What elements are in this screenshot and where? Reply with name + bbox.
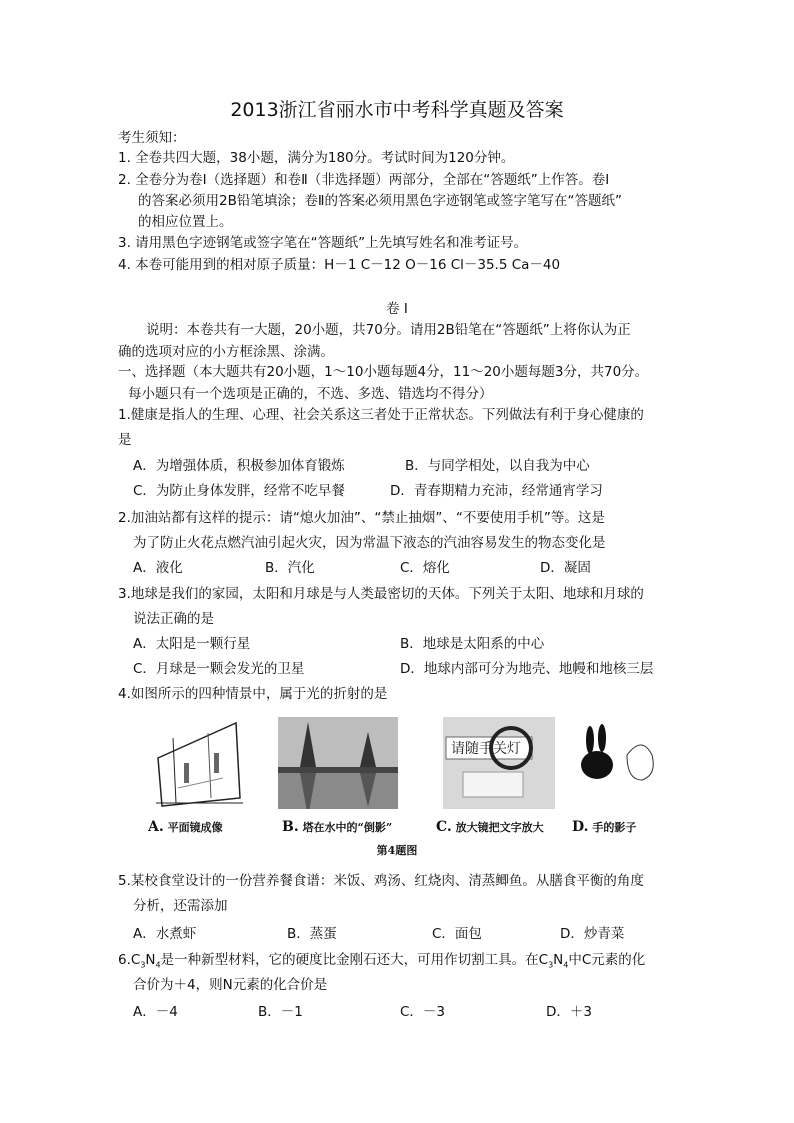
magnifier-image bbox=[443, 717, 555, 809]
section-heading: 卷 Ⅰ bbox=[386, 301, 408, 317]
option: B．与同学相处，以自我为中心 bbox=[405, 458, 590, 474]
question-5: 分析，还需添加 bbox=[133, 898, 228, 914]
question-2: 2.加油站都有这样的提示：请“熄火加油”、“禁止抽烟”、“不要使用手机”等。这是 bbox=[118, 510, 605, 526]
option: B．汽化 bbox=[265, 560, 315, 576]
option: C．熔化 bbox=[400, 560, 450, 576]
option: A．－4 bbox=[133, 1004, 178, 1020]
part-heading: 每小题只有一个选项是正确的，不选、多选、错选均不得分） bbox=[128, 386, 493, 402]
section-desc: 确的选项对应的小方框涂黑、涂满。 bbox=[118, 344, 334, 360]
option: D．青春期精力充沛，经常通宵学习 bbox=[390, 483, 603, 499]
part-heading: 一、选择题（本大题共有20小题，1～10小题每题4分，11～20小题每题3分，共70分。 bbox=[118, 364, 649, 380]
question-1: 1.健康是指人的生理、心理、社会关系这三者处于正常状态。下列做法有利于身心健康的 bbox=[118, 407, 644, 423]
notice-item: 的相应位置上。 bbox=[138, 214, 233, 230]
option: B．－1 bbox=[258, 1004, 303, 1020]
option: C．－3 bbox=[400, 1004, 446, 1020]
figure-caption-a: A. 平面镜成像 bbox=[148, 819, 223, 835]
plane-mirror-image bbox=[148, 718, 248, 810]
notice-item: 的答案必须用2B铅笔填涂；卷Ⅱ的答案必须用黑色字迹钢笔或签字笔写在“答题纸” bbox=[138, 193, 622, 209]
page-title: 2013浙江省丽水市中考科学真题及答案 bbox=[230, 99, 564, 121]
option: C．为防止身体发胖，经常不吃早餐 bbox=[133, 483, 345, 499]
question-1: 是 bbox=[118, 432, 132, 448]
notice-item: 1. 全卷共四大题，38小题，满分为180分。考试时间为120分钟。 bbox=[118, 150, 515, 166]
option: C．月球是一颗会发光的卫星 bbox=[133, 661, 305, 677]
option: A．液化 bbox=[133, 560, 183, 576]
question-6: $6.C_3N_4$是一种新型材料，它的硬度比金刚石还大，可用作切割工具。在$C_3N_4$中C元素的化 bbox=[118, 952, 646, 970]
question-2: 为了防止火花点燃汽油引起火灾，因为常温下液态的汽油容易发生的物态变化是 bbox=[133, 535, 606, 551]
option: D．凝固 bbox=[540, 560, 591, 576]
notice-heading: 考生须知： bbox=[118, 130, 186, 146]
option: D．＋3 bbox=[546, 1004, 592, 1020]
figure-caption-b: B. 塔在水中的“倒影” bbox=[282, 819, 393, 835]
figure-title: 第4题图 bbox=[376, 844, 418, 857]
sign-text: 请随手关灯 bbox=[451, 741, 521, 757]
notice-item: 3. 请用黑色字迹钢笔或签字笔在“答题纸”上先填写姓名和准考证号。 bbox=[118, 235, 528, 251]
option: A．为增强体质，积极参加体育锻炼 bbox=[133, 458, 345, 474]
notice-item: 2. 全卷分为卷Ⅰ（选择题）和卷Ⅱ（非选择题）两部分，全部在“答题纸”上作答。卷Ⅰ bbox=[118, 172, 610, 188]
option: D．地球内部可分为地壳、地幔和地核三层 bbox=[400, 661, 654, 677]
notice-item: 4. 本卷可能用到的相对原子质量：H－1 C－12 O－16 Cl－35.5 Ca－40 bbox=[118, 257, 561, 273]
option: B．地球是太阳系的中心 bbox=[400, 636, 545, 652]
hand-shadow-image bbox=[572, 720, 662, 800]
figure-caption-c: C. 放大镜把文字放大 bbox=[436, 819, 544, 835]
question-3: 3.地球是我们的家园，太阳和月球是与人类最密切的天体。下列关于太阳、地球和月球的 bbox=[118, 586, 644, 602]
question-4: 4.如图所示的四种情景中，属于光的折射的是 bbox=[118, 686, 388, 702]
option: A．水煮虾 bbox=[133, 926, 197, 942]
option: D．炒青菜 bbox=[560, 926, 625, 942]
option: C．面包 bbox=[432, 926, 482, 942]
option: A．太阳是一颗行星 bbox=[133, 636, 251, 652]
question-6: 合价为＋4，则N元素的化合价是 bbox=[133, 977, 328, 993]
pagoda-reflection-image bbox=[278, 717, 398, 809]
question-5: 5.某校食堂设计的一份营养餐食谱：米饭、鸡汤、红烧肉、清蒸鲫鱼。从膳食平衡的角度 bbox=[118, 873, 644, 889]
option: B．蒸蛋 bbox=[287, 926, 337, 942]
question-3: 说法正确的是 bbox=[133, 611, 214, 627]
section-desc: 说明：本卷共有一大题，20小题，共70分。请用2B铅笔在“答题纸”上将你认为正 bbox=[146, 322, 631, 338]
figure-caption-d: D. 手的影子 bbox=[572, 819, 637, 835]
